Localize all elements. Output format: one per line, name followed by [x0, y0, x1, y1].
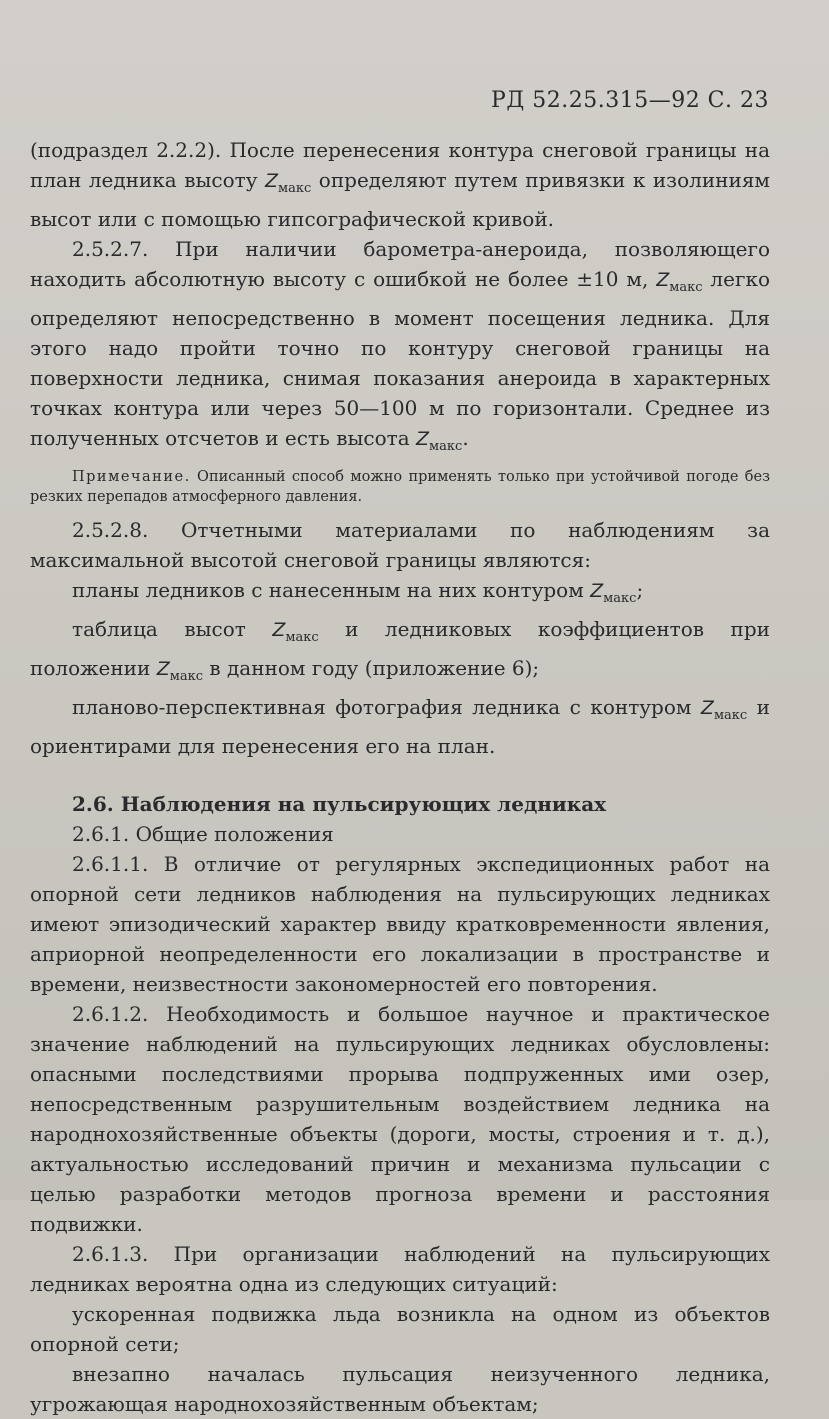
section-heading: 2.6. Наблюдения на пульсирующих ледниках	[72, 791, 607, 816]
note-label: Примечание.	[72, 469, 191, 486]
list-item: планово-перспективная фотография ледника с контуром $Z_{макс}$ и ориентирами для перенесения его на план.	[30, 694, 771, 758]
paragraph-continuation: (подраздел 2.2.2). После перенесения контура снеговой границы на план ледника высоту $Z_{макс}$ определяют путем привязки к изолиниям высот или с помощью гипсографической кривой.	[30, 138, 770, 231]
z-max-symbol: $Z_{макс}$	[416, 427, 463, 454]
z-max-symbol: $Z_{макс}$	[264, 170, 312, 196]
list-item: таблица высот $Z_{макс}$ и ледниковых коэффициентов при положении $Z_{макс}$ в данном году (приложение 6);	[30, 617, 770, 684]
page-body	[30, 135, 770, 1419]
z-max-symbol: $Z_{макс}$	[156, 657, 204, 684]
paragraph-2-6-1-2: 2.6.1.2. Необходимость и большое научное и практическое значение наблюдений на пульсирующих ледниках обусловлены: опасными последствиями прорыва подпруженных ими озер, непосредственным разрушительным воздействием ледника на народнохозяйственные объекты (дороги, мосты, строения и т. д.), актуальностью исследований причин и механизма пульсации с целью разработки методов прогноза времени и расстояния подвижки.	[30, 1001, 770, 1236]
paragraph-2-5-2-7: 2.5.2.7. При наличии барометра-анероида, позволяющего находить абсолютную высоту с ошибкой не более ±10 м, $Z_{макс}$ легко определяют непосредственно в момент посещения ледника. Для этого надо пройти точно по контуру снеговой границы на поверхности ледника, снимая показания анероида в характерных точках контура или через 50—100 м по горизонтали. Среднее из полученных отсчетов и есть высота $Z_{макс}$.	[30, 236, 770, 454]
z-max-symbol: $Z_{макс}$	[700, 696, 748, 723]
subsection-heading: 2.6.1. Общие положения	[72, 821, 334, 846]
paragraph-2-6-1-1: 2.6.1.1. В отличие от регулярных экспедиционных работ на опорной сети ледников наблюдения на пульсирующих ледниках имеют эпизодический характер ввиду кратковременности явления, априорной неопределенности его локализации в пространстве и времени, неизвестности закономерностей его повторения.	[30, 851, 770, 996]
running-header: РД 52.25.315—92 С. 23	[491, 88, 769, 113]
z-max-symbol: $Z_{макс}$	[656, 268, 703, 295]
paragraph-2-6-1-3: 2.6.1.3. При организации наблюдений на пульсирующих ледниках вероятна одна из следующих ситуаций:	[30, 1241, 770, 1296]
z-max-symbol: $Z_{макс}$	[590, 580, 637, 607]
note-text: Описанный способ можно применять только при устойчивой погоде без резких перепадов атмосферного давления.	[30, 469, 770, 506]
paragraph-2-5-2-8: 2.5.2.8. Отчетными материалами по наблюдениям за максимальной высотой снеговой границы являются:	[30, 518, 770, 573]
list-item: внезапно началась пульсация неизученного ледника, угрожающая народнохозяйственным объектам;	[30, 1361, 770, 1416]
note	[30, 467, 770, 507]
list-item: ускоренная подвижка льда возникла на одном из объектов опорной сети;	[30, 1301, 770, 1356]
list-item: планы ледников с нанесенным на них контуром $Z_{макс}$;	[72, 578, 644, 607]
z-max-symbol: $Z_{макс}$	[272, 619, 319, 645]
